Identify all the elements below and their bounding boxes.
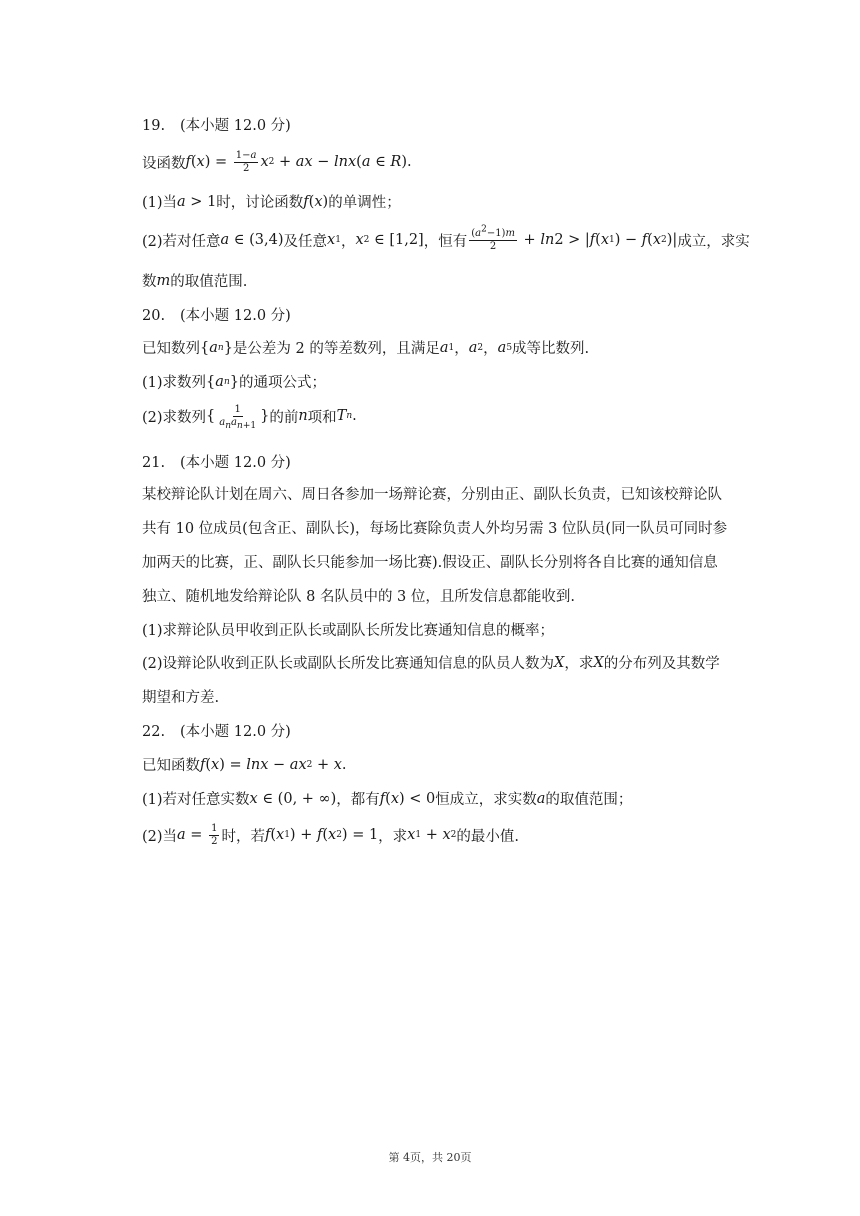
question-19-header	[142, 114, 291, 135]
question-22-part2: (2)当 a = $\frac{1}{2}$ 时，若 f ( x 1 ) + f ( x 2 ) = 1 ，求 x 1 + x 2 的最小值.	[142, 823, 519, 847]
fraction: $\frac{1}{2}$	[211, 823, 218, 847]
question-points: (本小题 12.0 分)	[180, 118, 291, 134]
question-number: 20.	[142, 308, 166, 324]
question-20-stem: 已知数列 { a n } 是公差为 2 的等差数列，且满足 a 1 ， a 2 ， a 5 成等比数列.	[142, 339, 590, 357]
question-21-part1: (1)求辩论队员甲收到正队长或副队长所发比赛通知信息的概率；	[142, 623, 555, 639]
question-points: (本小题 12.0 分)	[180, 724, 291, 740]
question-points: (本小题 12.0 分)	[180, 308, 291, 324]
question-number: 19.	[142, 118, 166, 134]
question-20-header	[142, 304, 291, 325]
page-footer: 第 4页，共 20页	[388, 1151, 472, 1164]
question-21-header	[142, 451, 291, 472]
question-19-stem: 设函数 f ( x ) = $\frac{1-a}{2}$ x 2 + ax − lnx ( a ∈ R ).	[142, 150, 412, 174]
fraction: $\frac{1}{a_na_{n+1}}$	[219, 404, 257, 431]
question-22-part1: (1)若对任意实数 x ∈ (0, + ∞) ，都有 f ( x ) < 0 恒成立，求实数 a 的取值范围；	[142, 790, 633, 808]
fraction: $\frac{(a^2-1)m}{2}$	[471, 224, 515, 252]
question-22-header	[142, 720, 291, 741]
question-19-part1: (1)当 a > 1 时，讨论函数 f ( x ) 的单调性；	[142, 193, 401, 211]
question-22-stem: 已知函数 f ( x ) = lnx − ax 2 + x .	[142, 756, 347, 774]
question-19-part2-cont: 数 m 的取值范围.	[142, 272, 248, 290]
question-points: (本小题 12.0 分)	[180, 455, 291, 471]
question-21-part2: (2)设辩论队收到正队长或副队长所发比赛通知信息的队员人数为 X ，求 X 的分布列及其数学	[142, 654, 720, 672]
question-21-line: 加两天的比赛，正、副队长只能参加一场比赛).假设正、副队长分别将各自比赛的通知信息	[142, 555, 718, 571]
question-21-line: 共有 10 位成员(包含正、副队长)，每场比赛除负责人外均另需 3 位队员(同一队员可同时参	[142, 521, 728, 537]
question-21-part2-cont: 期望和方差.	[142, 690, 220, 706]
fraction: $\frac{1-a}{2}$	[235, 150, 257, 174]
question-20-part1: (1)求数列 { a n } 的通项公式；	[142, 373, 326, 391]
question-number: 22.	[142, 724, 166, 740]
question-19-part2: (2)若对任意 a ∈ (3,4) 及任意 x 1 ， x 2 ∈ [1,2] ，恒有 $\frac{(a^2-1)m}{2}$ + ln 2 > | f ( x 1 ) − f ( x 2 )| 成立，求实	[142, 224, 750, 252]
question-20-part2: (2)求数列 { $\frac{1}{a_na_{n+1}}$ } 的前 n 项和 T n .	[142, 404, 357, 431]
question-number: 21.	[142, 455, 166, 471]
question-21-line: 独立、随机地发给辩论队 8 名队员中的 3 位，且所发信息都能收到.	[142, 589, 575, 605]
question-21-line: 某校辩论队计划在周六、周日各参加一场辩论赛，分别由正、副队长负责，已知该校辩论队	[142, 487, 722, 503]
